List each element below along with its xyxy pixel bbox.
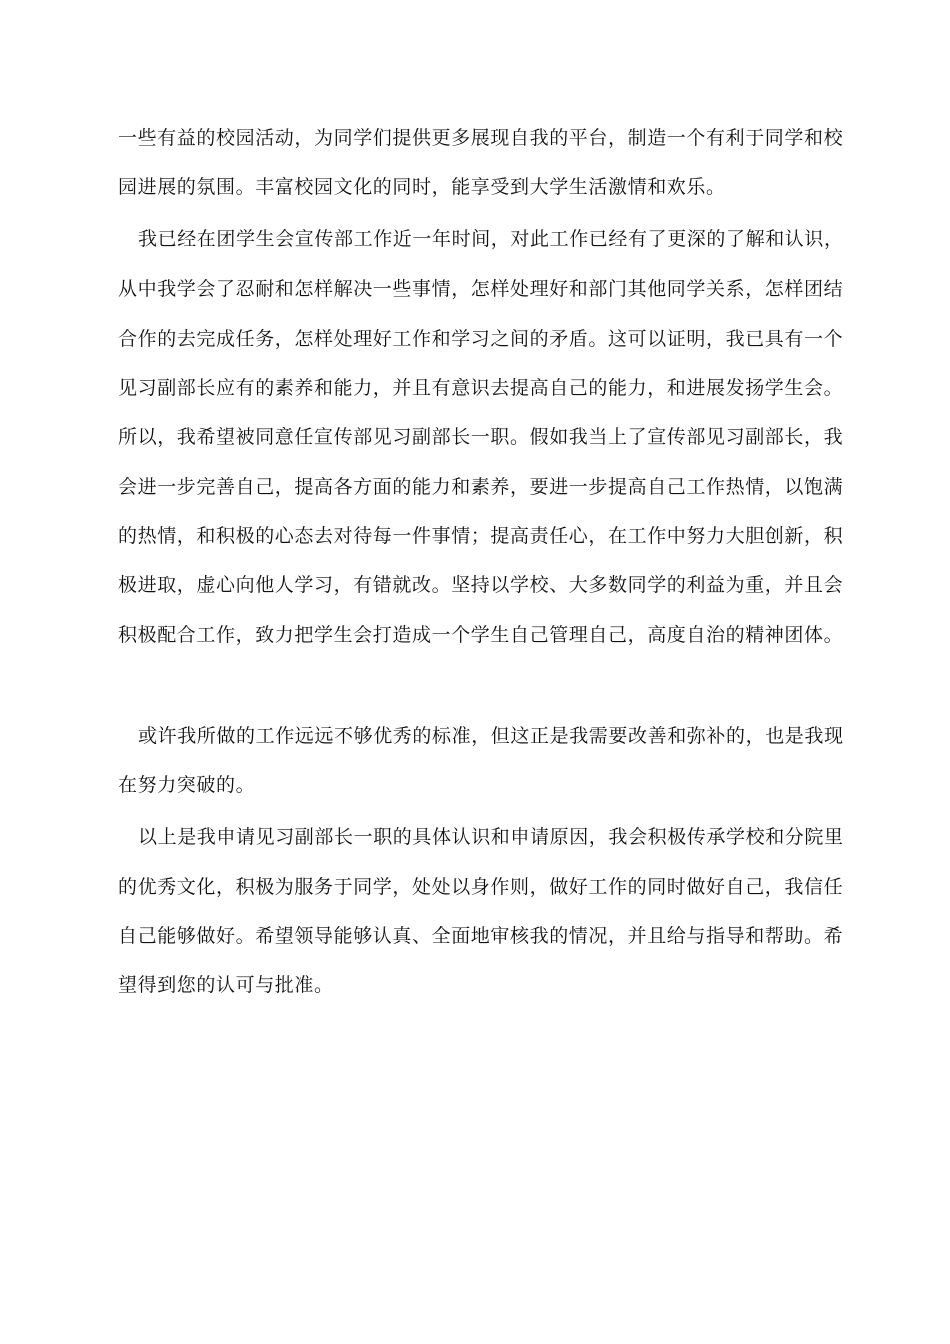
- paragraph-4-line-1: 以上是我申请见习副部长一职的具体认识和申请原因，我会积极传承学校和分院里: [138, 826, 844, 848]
- paragraph-1-line-2: 园进展的氛围。丰富校园文化的同时，能享受到大学生活激情和欢乐。: [118, 176, 726, 198]
- paragraph-1-line-1: 一些有益的校园活动，为同学们提供更多展现自我的平台，制造一个有利于同学和校: [118, 127, 844, 149]
- paragraph-2-line-9: 积极配合工作，致力把学生会打造成一个学生自己管理自己，高度自治的精神团体。: [118, 624, 844, 646]
- paragraph-3-line-1: 或许我所做的工作远远不够优秀的标准，但这正是我需要改善和弥补的，也是我现: [138, 725, 844, 747]
- paragraph-2-line-2: 从中我学会了忍耐和怎样解决一些事情，怎样处理好和部门其他同学关系，怎样团结: [118, 278, 844, 300]
- paragraph-4-line-3: 自己能够做好。希望领导能够认真、全面地审核我的情况，并且给与指导和帮助。希: [118, 925, 844, 947]
- paragraph-2-line-8: 极进取，虚心向他人学习，有错就改。坚持以学校、大多数同学的利益为重，并且会: [118, 574, 844, 596]
- paragraph-2-line-1: 我已经在团学生会宣传部工作近一年时间，对此工作已经有了更深的了解和认识，: [138, 228, 844, 250]
- paragraph-2-line-5: 所以，我希望被同意任宣传部见习副部长一职。假如我当上了宣传部见习副部长，我: [118, 426, 844, 448]
- paragraph-3-line-2: 在努力突破的。: [118, 774, 256, 796]
- paragraph-2-line-6: 会进一步完善自己，提高各方面的能力和素养，要进一步提高自己工作热情，以饱满: [118, 476, 844, 498]
- paragraph-2-line-3: 合作的去完成任务，怎样处理好工作和学习之间的矛盾。这可以证明，我已具有一个: [118, 328, 844, 350]
- paragraph-2-line-7: 的热情，和积极的心态去对待每一件事情；提高责任心，在工作中努力大胆创新，积: [118, 525, 844, 547]
- paragraph-2-line-4: 见习副部长应有的素养和能力，并且有意识去提高自己的能力，和进展发扬学生会。: [118, 377, 844, 399]
- paragraph-4-line-2: 的优秀文化，积极为服务于同学，处处以身作则，做好工作的同时做好自己，我信任: [118, 876, 844, 898]
- paragraph-4-line-4: 望得到您的认可与批准。: [118, 974, 334, 996]
